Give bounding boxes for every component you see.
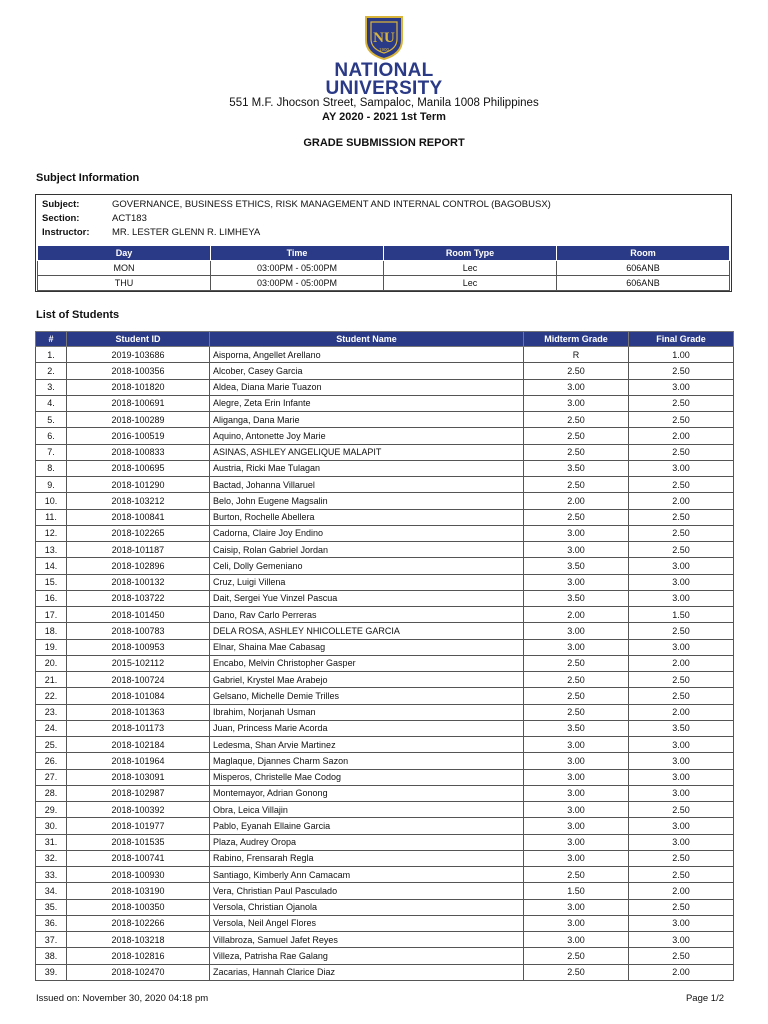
row-number: 24. [36, 720, 67, 736]
subject-label: Subject: [42, 199, 80, 210]
table-row [36, 444, 734, 460]
table-row [36, 818, 734, 834]
student-id: 2018-101363 [67, 704, 210, 720]
table-row [36, 802, 734, 818]
midterm-grade: 3.00 [524, 899, 629, 915]
midterm-grade: 2.00 [524, 607, 629, 623]
final-grade: 2.50 [629, 623, 734, 639]
midterm-grade: 3.00 [524, 802, 629, 818]
student-name: Aisporna, Angellet Arellano [210, 347, 524, 363]
final-grade: 2.50 [629, 412, 734, 428]
final-grade: 3.00 [629, 379, 734, 395]
students-header-row [36, 332, 734, 347]
row-number: 4. [36, 395, 67, 411]
student-id: 2018-100350 [67, 899, 210, 915]
row-number: 34. [36, 883, 67, 899]
schedule-header-time: Time [211, 246, 384, 261]
student-id: 2018-103212 [67, 493, 210, 509]
table-row [36, 704, 734, 720]
midterm-grade: 2.50 [524, 688, 629, 704]
student-id: 2018-101290 [67, 477, 210, 493]
schedule-room-cell: 606ANB [557, 261, 730, 276]
row-number: 36. [36, 915, 67, 931]
final-grade: 1.50 [629, 607, 734, 623]
table-row [36, 948, 734, 964]
final-grade: 3.00 [629, 834, 734, 850]
table-row [36, 542, 734, 558]
student-name: Rabino, Frensarah Regla [210, 850, 524, 866]
row-number: 12. [36, 525, 67, 541]
row-number: 32. [36, 850, 67, 866]
student-id: 2018-102896 [67, 558, 210, 574]
midterm-grade: 3.00 [524, 574, 629, 590]
final-grade: 3.00 [629, 818, 734, 834]
final-grade: 2.50 [629, 525, 734, 541]
student-name: DELA ROSA, ASHLEY NHICOLLETE GARCIA [210, 623, 524, 639]
student-id: 2018-100392 [67, 802, 210, 818]
final-grade: 2.50 [629, 688, 734, 704]
row-number: 2. [36, 363, 67, 379]
midterm-grade: 3.00 [524, 785, 629, 801]
university-name-line1: NATIONAL [334, 60, 434, 81]
student-name: Zacarias, Hannah Clarice Diaz [210, 964, 524, 980]
schedule-row [38, 276, 730, 291]
schedule-time-cell: 03:00PM - 05:00PM [211, 261, 384, 276]
midterm-grade: 2.50 [524, 672, 629, 688]
table-row [36, 590, 734, 606]
student-name: Ibrahim, Norjanah Usman [210, 704, 524, 720]
midterm-grade: 2.50 [524, 655, 629, 671]
student-name: Ledesma, Shan Arvie Martinez [210, 737, 524, 753]
final-grade: 2.50 [629, 850, 734, 866]
student-id: 2018-100833 [67, 444, 210, 460]
student-name: Misperos, Christelle Mae Codog [210, 769, 524, 785]
student-id: 2018-101187 [67, 542, 210, 558]
midterm-grade: 2.50 [524, 363, 629, 379]
student-id: 2018-102266 [67, 915, 210, 931]
row-number: 5. [36, 412, 67, 428]
midterm-grade: 3.00 [524, 834, 629, 850]
final-grade: 2.50 [629, 477, 734, 493]
student-id: 2019-103686 [67, 347, 210, 363]
final-grade: 3.00 [629, 785, 734, 801]
student-name: Versola, Neil Angel Flores [210, 915, 524, 931]
midterm-grade: 3.00 [524, 737, 629, 753]
row-number: 31. [36, 834, 67, 850]
final-grade: 3.00 [629, 574, 734, 590]
schedule-table [37, 245, 730, 291]
table-row [36, 867, 734, 883]
final-grade: 2.50 [629, 899, 734, 915]
table-row [36, 558, 734, 574]
row-number: 1. [36, 347, 67, 363]
student-name: Vera, Christian Paul Pasculado [210, 883, 524, 899]
table-row [36, 428, 734, 444]
row-number: 20. [36, 655, 67, 671]
row-number: 25. [36, 737, 67, 753]
midterm-grade: 3.00 [524, 818, 629, 834]
midterm-grade: 2.50 [524, 444, 629, 460]
midterm-grade: 3.00 [524, 525, 629, 541]
schedule-header-row [38, 246, 730, 261]
student-name: Elnar, Shaina Mae Cabasag [210, 639, 524, 655]
table-row [36, 525, 734, 541]
page-number: Page 1/2 [685, 993, 724, 1004]
student-id: 2018-103722 [67, 590, 210, 606]
midterm-grade: 2.50 [524, 412, 629, 428]
row-number: 19. [36, 639, 67, 655]
row-number: 13. [36, 542, 67, 558]
student-name: Villeza, Patrisha Rae Galang [210, 948, 524, 964]
student-name: Juan, Princess Marie Acorda [210, 720, 524, 736]
midterm-grade: 3.00 [524, 769, 629, 785]
instructor-label: Instructor: [42, 227, 90, 238]
academic-term: AY 2020 - 2021 1st Term [322, 111, 446, 123]
row-number: 29. [36, 802, 67, 818]
table-row [36, 639, 734, 655]
student-name: Gabriel, Krystel Mae Arabejo [210, 672, 524, 688]
table-row [36, 607, 734, 623]
student-id: 2018-101084 [67, 688, 210, 704]
row-number: 18. [36, 623, 67, 639]
schedule-header-day: Day [38, 246, 211, 261]
final-grade: 3.00 [629, 915, 734, 931]
final-grade: 2.50 [629, 509, 734, 525]
final-grade: 2.50 [629, 444, 734, 460]
schedule-row [38, 261, 730, 276]
student-name: Alcober, Casey Garcia [210, 363, 524, 379]
midterm-grade: 3.50 [524, 720, 629, 736]
row-number: 14. [36, 558, 67, 574]
final-grade: 1.00 [629, 347, 734, 363]
national-university-logo [362, 14, 406, 60]
final-grade: 3.00 [629, 932, 734, 948]
student-id: 2018-100930 [67, 867, 210, 883]
schedule-header-room-type: Room Type [384, 246, 557, 261]
table-row [36, 347, 734, 363]
midterm-grade: 1.50 [524, 883, 629, 899]
table-row [36, 883, 734, 899]
midterm-grade: 2.00 [524, 493, 629, 509]
student-id: 2018-100691 [67, 395, 210, 411]
student-name: Versola, Christian Ojanola [210, 899, 524, 915]
table-row [36, 655, 734, 671]
row-number: 6. [36, 428, 67, 444]
row-number: 38. [36, 948, 67, 964]
student-id: 2018-103091 [67, 769, 210, 785]
section-label: Section: [42, 213, 80, 224]
final-grade: 3.00 [629, 460, 734, 476]
table-row [36, 363, 734, 379]
table-row [36, 785, 734, 801]
row-number: 35. [36, 899, 67, 915]
student-id: 2018-102265 [67, 525, 210, 541]
final-grade: 2.50 [629, 672, 734, 688]
table-row [36, 574, 734, 590]
student-id: 2018-101450 [67, 607, 210, 623]
subject-information-heading: Subject Information [36, 172, 140, 184]
midterm-grade: 2.50 [524, 867, 629, 883]
student-name: Aquino, Antonette Joy Marie [210, 428, 524, 444]
table-row [36, 477, 734, 493]
svg-text:NU: NU [373, 30, 395, 46]
student-id: 2018-100356 [67, 363, 210, 379]
university-name-line2: UNIVERSITY [325, 78, 443, 99]
final-grade: 3.00 [629, 558, 734, 574]
final-grade: 3.00 [629, 753, 734, 769]
student-id: 2015-102112 [67, 655, 210, 671]
table-row [36, 720, 734, 736]
schedule-room-type-cell: Lec [384, 261, 557, 276]
student-id: 2018-100132 [67, 574, 210, 590]
final-grade: 2.50 [629, 363, 734, 379]
table-row [36, 688, 734, 704]
student-name: Gelsano, Michelle Demie Trilles [210, 688, 524, 704]
student-id: 2018-103218 [67, 932, 210, 948]
issued-on-text: Issued on: November 30, 2020 04:18 pm [36, 993, 209, 1004]
student-id: 2018-100841 [67, 509, 210, 525]
final-grade: 2.00 [629, 493, 734, 509]
table-row [36, 509, 734, 525]
student-name: ASINAS, ASHLEY ANGELIQUE MALAPIT [210, 444, 524, 460]
final-grade: 3.00 [629, 639, 734, 655]
midterm-grade: 3.50 [524, 460, 629, 476]
table-row [36, 379, 734, 395]
row-number: 33. [36, 867, 67, 883]
university-address: 551 M.F. Jhocson Street, Sampaloc, Manila 1008 Philippines [229, 97, 539, 109]
final-grade: 2.50 [629, 542, 734, 558]
schedule-header-room: Room [557, 246, 730, 261]
table-row [36, 834, 734, 850]
final-grade: 3.00 [629, 769, 734, 785]
final-grade: 3.00 [629, 737, 734, 753]
schedule-room-type-cell: Lec [384, 276, 557, 291]
table-row [36, 395, 734, 411]
final-grade: 2.00 [629, 428, 734, 444]
row-number: 37. [36, 932, 67, 948]
header-final-grade: Final Grade [629, 332, 734, 347]
table-row [36, 672, 734, 688]
table-row [36, 493, 734, 509]
table-row [36, 412, 734, 428]
instructor-value: MR. LESTER GLENN R. LIMHEYA [112, 227, 261, 238]
student-name: Belo, John Eugene Magsalin [210, 493, 524, 509]
student-name: Celi, Dolly Gemeniano [210, 558, 524, 574]
final-grade: 2.50 [629, 395, 734, 411]
row-number: 16. [36, 590, 67, 606]
student-name: Alegre, Zeta Erin Infante [210, 395, 524, 411]
row-number: 17. [36, 607, 67, 623]
midterm-grade: 3.00 [524, 639, 629, 655]
student-id: 2018-101964 [67, 753, 210, 769]
student-name: Cruz, Luigi Villena [210, 574, 524, 590]
midterm-grade: 2.50 [524, 477, 629, 493]
student-name: Austria, Ricki Mae Tulagan [210, 460, 524, 476]
table-row [36, 964, 734, 980]
table-row [36, 899, 734, 915]
row-number: 23. [36, 704, 67, 720]
header-student-name: Student Name [210, 332, 524, 347]
midterm-grade: 3.00 [524, 395, 629, 411]
header-midterm-grade: Midterm Grade [524, 332, 629, 347]
midterm-grade: 3.50 [524, 590, 629, 606]
final-grade: 2.00 [629, 883, 734, 899]
row-number: 7. [36, 444, 67, 460]
student-id: 2018-102470 [67, 964, 210, 980]
instructor-row [42, 227, 260, 239]
midterm-grade: 2.50 [524, 428, 629, 444]
row-number: 26. [36, 753, 67, 769]
student-id: 2018-101977 [67, 818, 210, 834]
final-grade: 2.00 [629, 704, 734, 720]
student-id: 2018-100695 [67, 460, 210, 476]
student-name: Burton, Rochelle Abellera [210, 509, 524, 525]
student-id: 2018-100953 [67, 639, 210, 655]
row-number: 22. [36, 688, 67, 704]
student-id: 2016-100519 [67, 428, 210, 444]
student-id: 2018-103190 [67, 883, 210, 899]
midterm-grade: 3.00 [524, 932, 629, 948]
final-grade: 2.50 [629, 948, 734, 964]
student-name: Santiago, Kimberly Ann Camacam [210, 867, 524, 883]
student-id: 2018-101820 [67, 379, 210, 395]
list-of-students-heading: List of Students [36, 309, 120, 321]
student-id: 2018-102987 [67, 785, 210, 801]
midterm-grade: 3.50 [524, 558, 629, 574]
student-name: Aliganga, Dana Marie [210, 412, 524, 428]
midterm-grade: R [524, 347, 629, 363]
midterm-grade: 2.50 [524, 948, 629, 964]
table-row [36, 737, 734, 753]
table-row [36, 769, 734, 785]
section-value: ACT183 [112, 213, 147, 224]
student-id: 2018-101173 [67, 720, 210, 736]
student-name: Maglaque, Djannes Charm Sazon [210, 753, 524, 769]
schedule-time-cell: 03:00PM - 05:00PM [211, 276, 384, 291]
student-name: Obra, Leica Villajin [210, 802, 524, 818]
row-number: 3. [36, 379, 67, 395]
final-grade: 3.50 [629, 720, 734, 736]
final-grade: 3.00 [629, 590, 734, 606]
student-name: Bactad, Johanna Villaruel [210, 477, 524, 493]
students-table [35, 331, 734, 981]
student-name: Cadorna, Claire Joy Endino [210, 525, 524, 541]
midterm-grade: 2.50 [524, 964, 629, 980]
header-number: # [36, 332, 67, 347]
subject-row [42, 199, 551, 211]
student-name: Aldea, Diana Marie Tuazon [210, 379, 524, 395]
row-number: 9. [36, 477, 67, 493]
row-number: 15. [36, 574, 67, 590]
student-name: Pablo, Eyanah Ellaine Garcia [210, 818, 524, 834]
section-row [42, 213, 147, 225]
row-number: 10. [36, 493, 67, 509]
row-number: 8. [36, 460, 67, 476]
row-number: 39. [36, 964, 67, 980]
midterm-grade: 2.50 [524, 704, 629, 720]
final-grade: 2.00 [629, 655, 734, 671]
table-row [36, 915, 734, 931]
header-student-id: Student ID [67, 332, 210, 347]
midterm-grade: 3.00 [524, 379, 629, 395]
midterm-grade: 3.00 [524, 542, 629, 558]
subject-value: GOVERNANCE, BUSINESS ETHICS, RISK MANAGEMENT AND INTERNAL CONTROL (BAGOBUSX) [112, 199, 551, 210]
student-id: 2018-101535 [67, 834, 210, 850]
student-name: Dait, Sergei Yue Vinzel Pascua [210, 590, 524, 606]
student-id: 2018-100783 [67, 623, 210, 639]
final-grade: 2.50 [629, 802, 734, 818]
midterm-grade: 3.00 [524, 623, 629, 639]
logo-year-text: 1900 [378, 47, 390, 52]
final-grade: 2.00 [629, 964, 734, 980]
student-id: 2018-100724 [67, 672, 210, 688]
table-row [36, 850, 734, 866]
table-row [36, 623, 734, 639]
student-name: Caisip, Rolan Gabriel Jordan [210, 542, 524, 558]
report-title: GRADE SUBMISSION REPORT [303, 137, 465, 149]
midterm-grade: 2.50 [524, 509, 629, 525]
student-name: Villabroza, Samuel Jafet Reyes [210, 932, 524, 948]
student-name: Plaza, Audrey Oropa [210, 834, 524, 850]
student-id: 2018-100289 [67, 412, 210, 428]
schedule-day-cell: MON [38, 261, 211, 276]
student-name: Montemayor, Adrian Gonong [210, 785, 524, 801]
table-row [36, 932, 734, 948]
midterm-grade: 3.00 [524, 850, 629, 866]
row-number: 21. [36, 672, 67, 688]
student-id: 2018-100741 [67, 850, 210, 866]
subject-information-box [35, 194, 732, 292]
midterm-grade: 3.00 [524, 753, 629, 769]
row-number: 30. [36, 818, 67, 834]
table-row [36, 753, 734, 769]
student-id: 2018-102816 [67, 948, 210, 964]
row-number: 11. [36, 509, 67, 525]
student-id: 2018-102184 [67, 737, 210, 753]
row-number: 28. [36, 785, 67, 801]
student-name: Encabo, Melvin Christopher Gasper [210, 655, 524, 671]
schedule-day-cell: THU [38, 276, 211, 291]
schedule-room-cell: 606ANB [557, 276, 730, 291]
student-name: Dano, Rav Carlo Perreras [210, 607, 524, 623]
final-grade: 2.50 [629, 867, 734, 883]
row-number: 27. [36, 769, 67, 785]
midterm-grade: 3.00 [524, 915, 629, 931]
table-row [36, 460, 734, 476]
